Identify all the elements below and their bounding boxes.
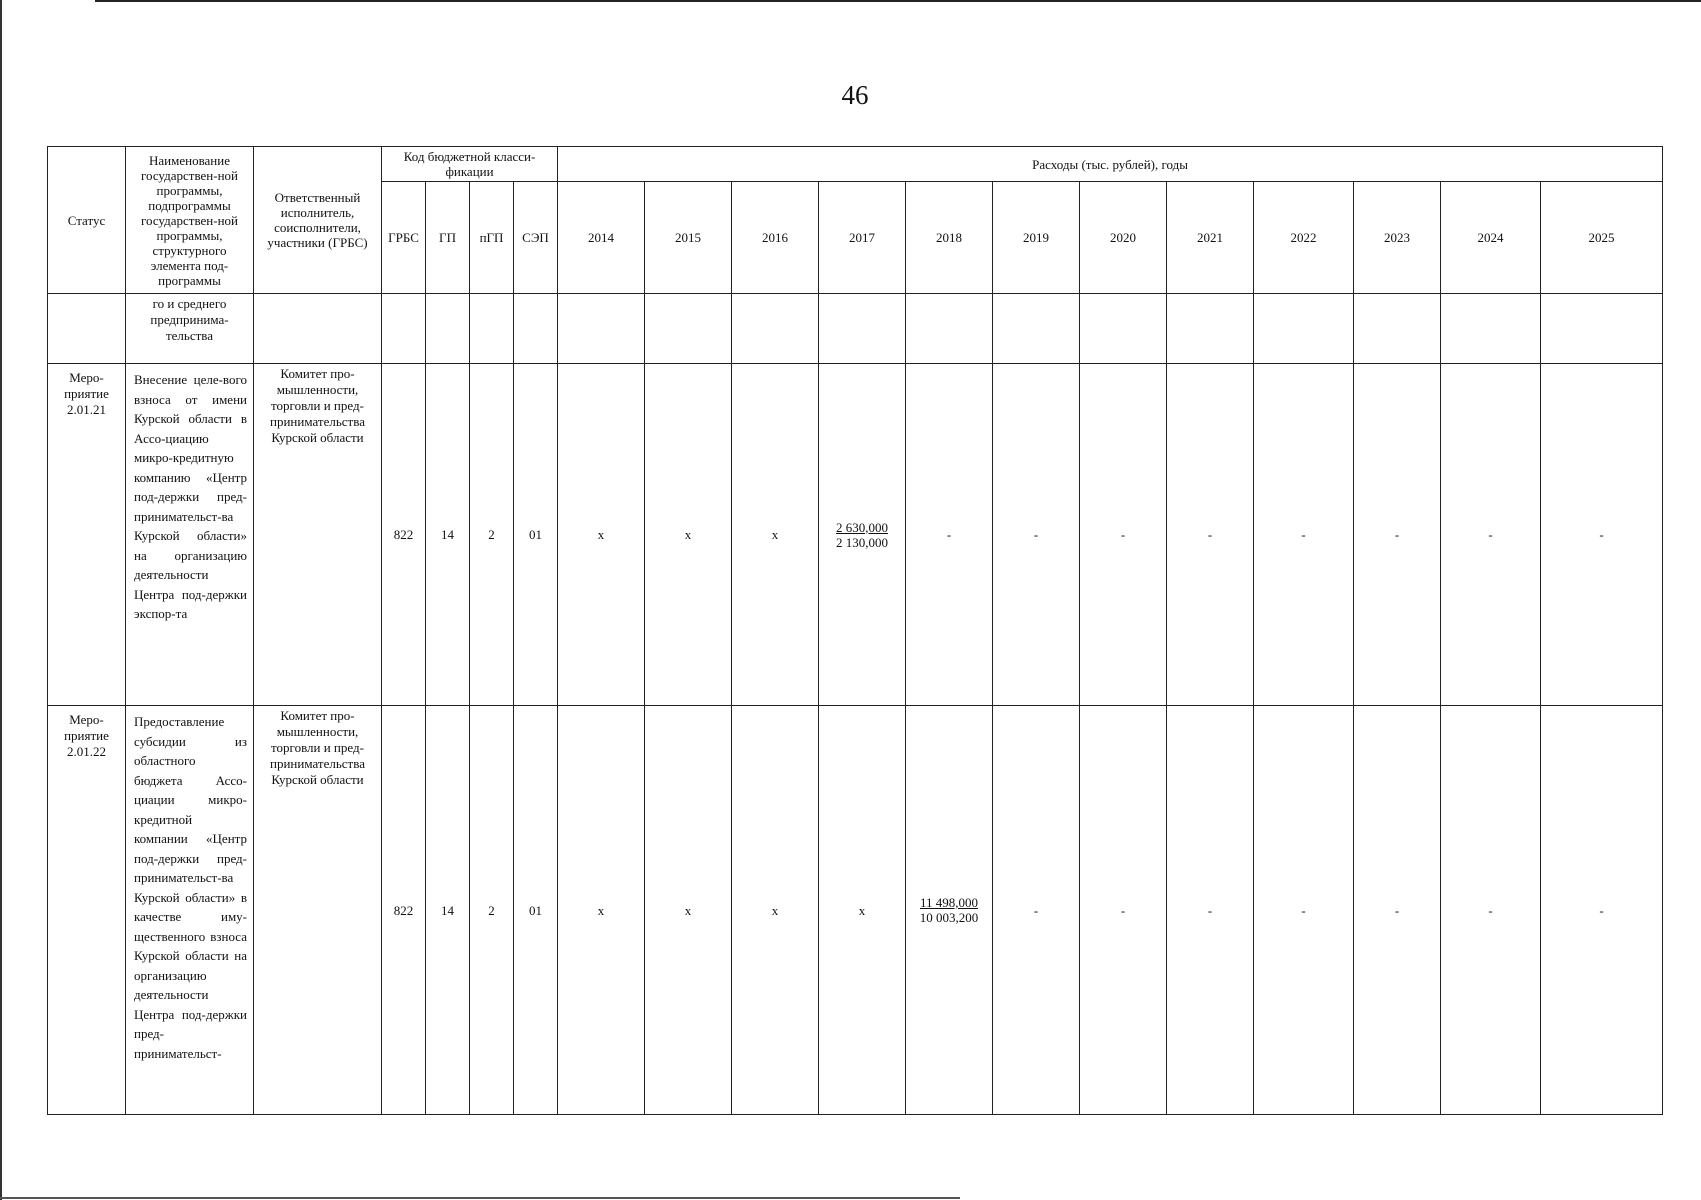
amount-actual: 2 130,000 [836,534,889,550]
header-responsible: Ответственный исполнитель, соисполнители, участники (ГРБС) [254,147,382,294]
top-rule [95,0,1701,2]
row-status: Меро-приятие 2.01.21 [48,364,126,706]
header-year: 2018 [906,182,993,294]
row-value: x [819,706,906,1115]
header-code-sep: СЭП [514,182,558,294]
row-code-pgp: 2 [470,706,514,1115]
row-value: x [732,706,819,1115]
row-value: x [645,706,732,1115]
header-expenses: Расходы (тыс. рублей), годы [558,147,1663,182]
bottom-rule [0,1197,960,1199]
row-value: - [993,706,1080,1115]
row-name: Предоставление субсидии из областного бюджета Ассо-циации микро-кредитной компании «Центр под-держки пред-принимательст-ва Курской области» в качестве иму-щественного взноса Курской области на организацию деятельности Центра под-держки пред-принимательст- [126,706,254,1115]
row-value: - [1541,706,1663,1115]
row-responsible: Комитет про-мышленности, торговли и пред-принимательства Курской области [254,364,382,706]
row-value: x [645,364,732,706]
row-value: - [1254,364,1354,706]
row-value: - [1441,706,1541,1115]
row-value: x [732,364,819,706]
header-year: 2023 [1354,182,1441,294]
header-year: 2014 [558,182,645,294]
row-amount [906,706,993,1115]
row-value: - [1167,364,1254,706]
budget-table [47,146,1663,1115]
row-value: - [1354,706,1441,1115]
row-code-sep: 01 [514,364,558,706]
table-row [48,364,1663,706]
table-row [48,706,1663,1115]
row-value: - [1354,364,1441,706]
header-year: 2016 [732,182,819,294]
row-value: - [1080,706,1167,1115]
row-code-grbs: 822 [382,364,426,706]
header-year: 2024 [1441,182,1541,294]
header-year: 2025 [1541,182,1663,294]
row-amount [819,364,906,706]
row-status: Меро-приятие 2.01.22 [48,706,126,1115]
row-code-gp: 14 [426,364,470,706]
row-value: - [1541,364,1663,706]
header-code-gp: ГП [426,182,470,294]
continuation-row [48,294,1663,364]
row-code-grbs: 822 [382,706,426,1115]
row-value: - [1441,364,1541,706]
row-value: - [1254,706,1354,1115]
row-name: Внесение целе-вого взноса от имени Курской области в Ассо-циацию микро-кредитную компанию «Центр под-держки пред-принимательст-ва Курской области» на организацию деятельности Центра под-держки экспор-та [126,364,254,706]
header-status: Статус [48,147,126,294]
amount-actual: 10 003,200 [919,910,979,925]
header-code-pgp: пГП [470,182,514,294]
header-name: Наименование государствен-ной программы, подпрограммы государствен-ной программы, структурного элемента под-программы [126,147,254,294]
continuation-name: го и среднего предпринима-тельства [126,294,254,364]
header-year: 2022 [1254,182,1354,294]
header-year: 2017 [819,182,906,294]
page-number: 46 [841,80,869,110]
header-year: 2021 [1167,182,1254,294]
header-code-grbs: ГРБС [382,182,426,294]
header-year: 2015 [645,182,732,294]
row-value: - [993,364,1080,706]
row-value: - [1080,364,1167,706]
row-code-gp: 14 [426,706,470,1115]
row-value: x [558,706,645,1115]
header-year: 2020 [1080,182,1167,294]
row-value: - [906,364,993,706]
row-code-sep: 01 [514,706,558,1115]
row-code-pgp: 2 [470,364,514,706]
row-responsible: Комитет про-мышленности, торговли и пред-принимательства Курской области [254,706,382,1115]
row-value: x [558,364,645,706]
left-edge-rule [0,0,2,1200]
header-budget-code: Код бюджетной класси-фикации [382,147,558,182]
row-value: - [1167,706,1254,1115]
amount-planned: 11 498,000 [920,895,979,910]
amount-planned: 2 630,000 [836,519,889,535]
header-year: 2019 [993,182,1080,294]
